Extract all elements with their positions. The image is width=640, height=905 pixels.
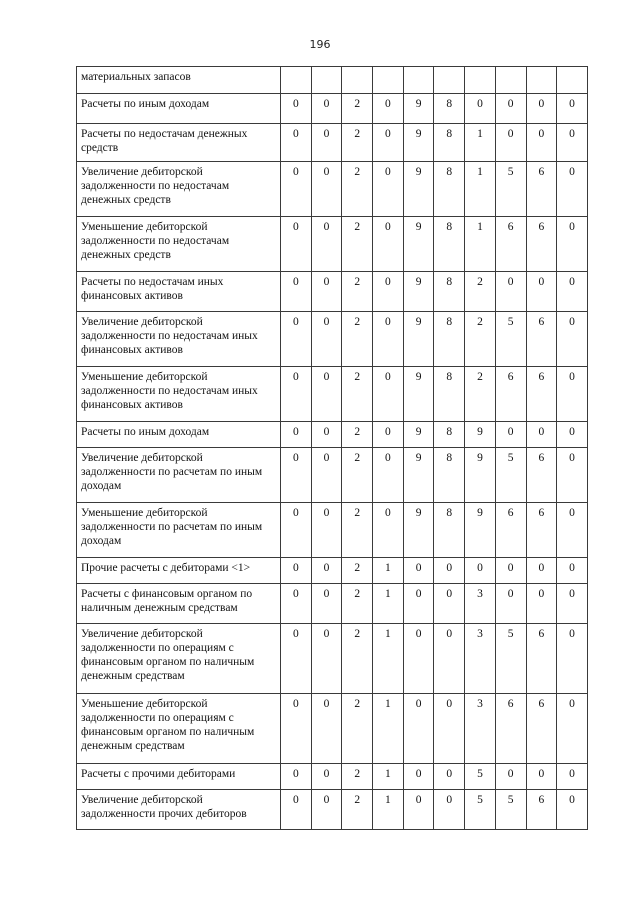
table-row (77, 558, 588, 584)
code-digit-cell: 9 (403, 162, 434, 217)
code-digit-cell: 9 (465, 448, 496, 503)
code-digit-cell: 6 (526, 448, 557, 503)
code-digit-cell: 2 (342, 124, 373, 162)
code-digit-cell: 9 (403, 503, 434, 558)
code-digit-cell: 0 (281, 124, 312, 162)
account-name-cell: Увеличение дебиторской задолженности по недостачам иных финансовых активов (77, 312, 281, 367)
code-digit-cell: 1 (465, 162, 496, 217)
code-digit-cell: 0 (281, 503, 312, 558)
code-digit-cell: 0 (526, 764, 557, 790)
table-row (77, 217, 588, 272)
account-code-table (76, 66, 588, 830)
table-row (77, 94, 588, 124)
code-digit-cell: 0 (373, 217, 404, 272)
code-digit-cell: 0 (311, 124, 342, 162)
code-digit-cell: 0 (373, 94, 404, 124)
code-digit-cell: 0 (495, 124, 526, 162)
code-digit-cell: 9 (465, 503, 496, 558)
code-digit-cell: 0 (373, 312, 404, 367)
table-row (77, 124, 588, 162)
code-digit-cell (495, 67, 526, 94)
code-digit-cell: 0 (281, 312, 312, 367)
code-digit-cell: 0 (311, 790, 342, 830)
code-digit-cell: 2 (342, 694, 373, 764)
code-digit-cell: 0 (281, 584, 312, 624)
code-digit-cell: 8 (434, 503, 465, 558)
code-digit-cell: 8 (434, 422, 465, 448)
code-digit-cell: 0 (373, 124, 404, 162)
account-name-cell: Уменьшение дебиторской задолженности по недостачам иных финансовых активов (77, 367, 281, 422)
code-digit-cell: 2 (342, 94, 373, 124)
code-digit-cell: 8 (434, 312, 465, 367)
code-digit-cell: 0 (557, 162, 588, 217)
code-digit-cell: 0 (495, 764, 526, 790)
code-digit-cell: 2 (342, 558, 373, 584)
account-name-cell: Увеличение дебиторской задолженности по расчетам по иным доходам (77, 448, 281, 503)
code-digit-cell (403, 67, 434, 94)
code-digit-cell: 0 (373, 422, 404, 448)
code-digit-cell (557, 67, 588, 94)
account-name-cell: Расчеты с прочими дебиторами (77, 764, 281, 790)
code-digit-cell: 0 (526, 124, 557, 162)
code-digit-cell: 0 (495, 558, 526, 584)
code-digit-cell: 0 (557, 764, 588, 790)
code-digit-cell (373, 67, 404, 94)
account-name-cell: Прочие расчеты с дебиторами <1> (77, 558, 281, 584)
code-digit-cell: 0 (557, 558, 588, 584)
code-digit-cell: 0 (557, 217, 588, 272)
code-digit-cell: 0 (281, 558, 312, 584)
code-digit-cell: 0 (557, 584, 588, 624)
account-name-cell: Увеличение дебиторской задолженности по недостачам денежных средств (77, 162, 281, 217)
table-row (77, 448, 588, 503)
table-row (77, 162, 588, 217)
code-digit-cell: 6 (526, 217, 557, 272)
code-digit-cell: 5 (495, 448, 526, 503)
table-row (77, 624, 588, 694)
code-digit-cell: 3 (465, 624, 496, 694)
code-digit-cell: 0 (495, 272, 526, 312)
code-digit-cell: 2 (342, 422, 373, 448)
code-digit-cell: 0 (281, 624, 312, 694)
code-digit-cell: 0 (281, 162, 312, 217)
code-digit-cell: 0 (373, 162, 404, 217)
account-name-cell: Уменьшение дебиторской задолженности по расчетам по иным доходам (77, 503, 281, 558)
code-digit-cell: 9 (403, 94, 434, 124)
code-digit-cell: 0 (403, 624, 434, 694)
code-digit-cell: 2 (342, 503, 373, 558)
account-name-cell: Уменьшение дебиторской задолженности по операциям с финансовым органом по наличным денежным средствам (77, 694, 281, 764)
code-digit-cell: 6 (526, 312, 557, 367)
code-digit-cell: 0 (311, 94, 342, 124)
code-digit-cell: 0 (526, 558, 557, 584)
code-digit-cell: 5 (465, 790, 496, 830)
account-name-cell: Увеличение дебиторской задолженности прочих дебиторов (77, 790, 281, 830)
code-digit-cell: 0 (434, 764, 465, 790)
code-digit-cell: 5 (495, 162, 526, 217)
table-row (77, 584, 588, 624)
table-body (77, 67, 588, 830)
code-digit-cell: 2 (342, 217, 373, 272)
code-digit-cell: 6 (526, 367, 557, 422)
code-digit-cell: 0 (557, 422, 588, 448)
code-digit-cell (465, 67, 496, 94)
code-digit-cell: 0 (311, 367, 342, 422)
code-digit-cell: 0 (403, 558, 434, 584)
code-digit-cell: 2 (342, 584, 373, 624)
code-digit-cell: 0 (281, 272, 312, 312)
code-digit-cell: 2 (342, 448, 373, 503)
code-digit-cell: 0 (311, 217, 342, 272)
code-digit-cell: 0 (311, 694, 342, 764)
code-digit-cell: 0 (403, 764, 434, 790)
code-digit-cell: 0 (465, 558, 496, 584)
code-digit-cell: 0 (557, 124, 588, 162)
table-row (77, 422, 588, 448)
code-digit-cell: 0 (281, 764, 312, 790)
table-row (77, 367, 588, 422)
code-digit-cell: 6 (526, 503, 557, 558)
code-digit-cell: 2 (342, 162, 373, 217)
code-digit-cell: 1 (373, 764, 404, 790)
code-digit-cell: 9 (403, 422, 434, 448)
table-row (77, 764, 588, 790)
code-digit-cell: 0 (311, 162, 342, 217)
account-name-cell: Расчеты по иным доходам (77, 94, 281, 124)
code-digit-cell: 0 (434, 558, 465, 584)
code-digit-cell: 0 (311, 503, 342, 558)
account-name-cell: Расчеты по иным доходам (77, 422, 281, 448)
code-digit-cell: 0 (281, 94, 312, 124)
code-digit-cell: 8 (434, 448, 465, 503)
table-row (77, 694, 588, 764)
code-digit-cell: 0 (281, 448, 312, 503)
code-digit-cell: 0 (557, 694, 588, 764)
code-digit-cell: 0 (495, 584, 526, 624)
code-digit-cell: 9 (403, 272, 434, 312)
code-digit-cell: 6 (526, 790, 557, 830)
code-digit-cell: 1 (373, 694, 404, 764)
code-digit-cell: 0 (311, 422, 342, 448)
code-digit-cell: 2 (465, 312, 496, 367)
code-digit-cell: 3 (465, 584, 496, 624)
code-digit-cell: 9 (403, 217, 434, 272)
code-digit-cell: 0 (403, 790, 434, 830)
code-digit-cell: 0 (311, 448, 342, 503)
code-digit-cell: 9 (403, 124, 434, 162)
code-digit-cell: 6 (526, 162, 557, 217)
code-digit-cell: 1 (465, 217, 496, 272)
code-digit-cell: 0 (311, 764, 342, 790)
code-digit-cell: 0 (495, 422, 526, 448)
code-digit-cell: 2 (465, 367, 496, 422)
code-digit-cell (281, 67, 312, 94)
code-digit-cell: 6 (526, 624, 557, 694)
code-digit-cell: 0 (557, 312, 588, 367)
code-digit-cell: 0 (403, 694, 434, 764)
code-digit-cell: 5 (495, 624, 526, 694)
account-name-cell: Увеличение дебиторской задолженности по операциям с финансовым органом по наличным денежным средствам (77, 624, 281, 694)
code-digit-cell: 0 (311, 624, 342, 694)
code-digit-cell: 2 (342, 367, 373, 422)
code-digit-cell: 1 (373, 558, 404, 584)
code-digit-cell: 5 (465, 764, 496, 790)
code-digit-cell (526, 67, 557, 94)
code-digit-cell: 8 (434, 217, 465, 272)
code-digit-cell: 0 (281, 790, 312, 830)
code-digit-cell: 2 (342, 312, 373, 367)
code-digit-cell: 0 (311, 558, 342, 584)
code-digit-cell: 0 (311, 584, 342, 624)
table-row (77, 790, 588, 830)
code-digit-cell: 0 (434, 790, 465, 830)
code-digit-cell: 6 (495, 694, 526, 764)
code-digit-cell: 1 (373, 790, 404, 830)
code-digit-cell (311, 67, 342, 94)
code-digit-cell: 0 (557, 448, 588, 503)
code-digit-cell: 8 (434, 367, 465, 422)
code-digit-cell: 2 (465, 272, 496, 312)
code-digit-cell: 0 (557, 94, 588, 124)
table-row (77, 272, 588, 312)
code-digit-cell: 0 (557, 624, 588, 694)
code-digit-cell: 9 (403, 312, 434, 367)
code-digit-cell: 9 (403, 448, 434, 503)
code-digit-cell: 0 (373, 503, 404, 558)
code-digit-cell: 0 (311, 312, 342, 367)
code-digit-cell: 0 (557, 272, 588, 312)
code-digit-cell: 5 (495, 312, 526, 367)
table-row (77, 503, 588, 558)
code-digit-cell: 0 (434, 584, 465, 624)
code-digit-cell: 8 (434, 94, 465, 124)
account-name-cell: материальных запасов (77, 67, 281, 94)
code-digit-cell: 0 (557, 367, 588, 422)
code-digit-cell: 9 (403, 367, 434, 422)
code-digit-cell: 0 (281, 367, 312, 422)
code-digit-cell: 5 (495, 790, 526, 830)
code-digit-cell: 1 (373, 624, 404, 694)
code-digit-cell: 0 (373, 367, 404, 422)
code-digit-cell: 6 (495, 503, 526, 558)
code-digit-cell: 6 (495, 217, 526, 272)
code-digit-cell: 0 (281, 422, 312, 448)
code-digit-cell: 0 (373, 272, 404, 312)
code-digit-cell: 2 (342, 790, 373, 830)
code-digit-cell: 2 (342, 624, 373, 694)
code-digit-cell: 0 (373, 448, 404, 503)
code-digit-cell: 8 (434, 124, 465, 162)
code-digit-cell: 1 (373, 584, 404, 624)
code-digit-cell: 0 (434, 624, 465, 694)
code-digit-cell: 0 (465, 94, 496, 124)
code-digit-cell: 2 (342, 764, 373, 790)
code-digit-cell: 8 (434, 272, 465, 312)
code-digit-cell: 0 (526, 272, 557, 312)
code-digit-cell: 0 (281, 694, 312, 764)
account-name-cell: Расчеты с финансовым органом по наличным денежным средствам (77, 584, 281, 624)
table-row (77, 67, 588, 94)
code-digit-cell: 0 (526, 422, 557, 448)
code-digit-cell: 6 (495, 367, 526, 422)
code-digit-cell: 0 (434, 694, 465, 764)
account-name-cell: Расчеты по недостачам иных финансовых активов (77, 272, 281, 312)
table-row (77, 312, 588, 367)
code-digit-cell (342, 67, 373, 94)
code-digit-cell (434, 67, 465, 94)
code-digit-cell: 1 (465, 124, 496, 162)
code-digit-cell: 6 (526, 694, 557, 764)
code-digit-cell: 8 (434, 162, 465, 217)
code-digit-cell: 3 (465, 694, 496, 764)
code-digit-cell: 0 (311, 272, 342, 312)
code-digit-cell: 0 (526, 94, 557, 124)
code-digit-cell: 0 (281, 217, 312, 272)
code-digit-cell: 0 (557, 790, 588, 830)
code-digit-cell: 0 (495, 94, 526, 124)
page-number: 196 (309, 38, 331, 51)
code-digit-cell: 0 (403, 584, 434, 624)
code-digit-cell: 0 (557, 503, 588, 558)
account-name-cell: Расчеты по недостачам денежных средств (77, 124, 281, 162)
code-digit-cell: 9 (465, 422, 496, 448)
account-name-cell: Уменьшение дебиторской задолженности по недостачам денежных средств (77, 217, 281, 272)
code-digit-cell: 0 (526, 584, 557, 624)
code-digit-cell: 2 (342, 272, 373, 312)
